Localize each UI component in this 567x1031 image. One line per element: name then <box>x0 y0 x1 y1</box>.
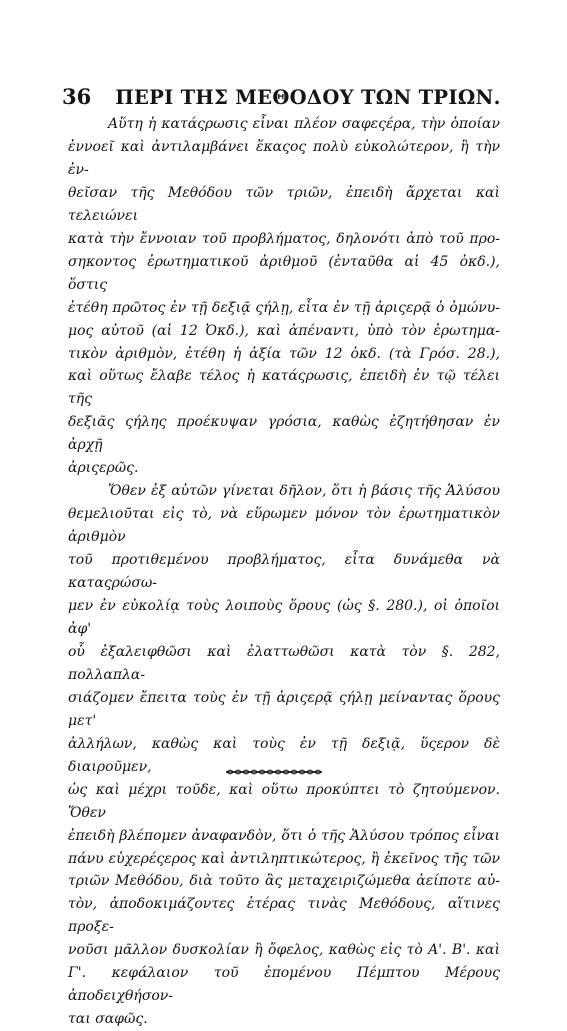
text-line: ἐπειδὴ βλέπομεν ἀναφανδὸν, ὅτι ὁ τῆς Ἁλύσου τρόπος εἶναι <box>68 827 500 844</box>
text-line: ἀριςερῶς. <box>68 460 139 477</box>
text-line: θεμελιοῦται εἰς τὸ, νὰ εὕρωμεν μόνον τὸν ἐρωτηματικὸν ἀριθμὸν <box>68 506 500 546</box>
text-line: θεῖσαν τῆς Μεθόδου τῶν τριῶν, ἐπειδὴ ἄρχεται καὶ τελειώνει <box>68 184 500 224</box>
text-line: τοῦ προτιθεμένου προβλήματος, εἶτα δυνάμεθα νὰ καταςρώσω- <box>68 552 500 592</box>
text-line: τριῶν Μεθόδου, διὰ τοῦτο ἂς μεταχειριζώμεθα ἀείποτε αὐ- <box>68 873 500 890</box>
page-number: 36 <box>62 84 92 109</box>
text-line: ὡς καὶ μέχρι τοῦδε, καὶ οὕτω προκύπτει τὸ ζητούμενον. Ὅθεν <box>68 781 500 821</box>
text-line: νοῦσι μᾶλλον δυσκολίαν ἢ ὄφελος, καθὼς εἰς τὸ Α'. Β'. καὶ <box>68 942 500 959</box>
text-line: πάνυ εὐχερέςερος καὶ ἀντιληπτικώτερος, ἢ ἐκεῖνος τῆς τῶν <box>68 850 500 867</box>
text-line: τὸν, ἀποδοκιμάζοντες ἑτέρας τινὰς Μεθόδους, αἵτινες προξε- <box>68 896 500 936</box>
text-line: οὗ ἐξαλειφθῶσι καὶ ἐλαττωθῶσι κατὰ τὸν §. 282, πολλαπλα- <box>68 643 500 683</box>
text-line: καὶ οὕτως ἔλαβε τέλος ἡ κατάςρωσις, ἐπειδὴ ἐν τῷ τέλει τῆς <box>68 368 500 408</box>
text-line: Γ'. κεφάλαιον τοῦ ἑπομένου Πέμπτου Μέρους ἀποδειχθήσον- <box>68 965 500 1005</box>
text-line: σηκοντος ἐρωτηματικοῦ ἀριθμοῦ (ἐνταῦθα αἱ 45 ὀκδ.), ὅστις <box>68 253 500 293</box>
text-line: μεν ἐν εὐκολίᾳ τοὺς λοιποὺς ὅρους (ὡς §. 280.), οἱ ὁποῖοι ἀφ' <box>68 598 500 637</box>
text-line: σιάζομεν ἔπειτα τοὺς ἐν τῇ ἀριςερᾷ ςήλῃ μείναντας ὅρους μετ' <box>68 689 500 729</box>
text-line: κατὰ τὴν ἔννοιαν τοῦ προβλήματος, δηλονότι ἀπὸ τοῦ προ- <box>68 230 500 247</box>
page-header <box>62 84 501 109</box>
text-line: δεξιᾶς ςήλης προέκυψαν γρόσια, καθὼς ἐζητήθησαν ἐν ἀρχῇ <box>68 414 500 454</box>
tailpiece-ornament <box>226 769 322 775</box>
text-line: Ὅθεν ἐξ αὐτῶν γίνεται δῆλον, ὅτι ἡ βάσις τῆς Ἁλύσου <box>108 483 500 500</box>
body-text <box>68 113 500 1031</box>
running-head: ΠΕΡΙ ΤΗΣ ΜΕΘΟΔΟΥ ΤΩΝ ΤΡΙΩΝ. <box>115 86 501 109</box>
text-line: Αὕτη ἡ κατάςρωσις εἶναι πλέον σαφεςέρα, τὴν ὁποίαν <box>108 116 500 132</box>
text-line: τικὸν ἀριθμὸν, ἐτέθη ἡ ἀξία τῶν 12 ὀκδ. (τὰ Γρόσ. 28.), <box>68 345 500 362</box>
text-line: μος αὐτοῦ (αἱ 12 Ὀκδ.), καὶ ἀπέναντι, ὑπὸ τὸν ἐρωτημα- <box>68 322 500 339</box>
text-line: ται σαφῶς. <box>68 1011 148 1028</box>
text-line: ἀλλήλων, καθὼς καὶ τοὺς ἐν τῇ δεξιᾷ, ὕςερον δὲ διαιροῦμεν, <box>68 735 500 775</box>
text-line: ἐννοεῖ καὶ ἀντιλαμβάνει ἕκαςος πολὺ εὐκολώτερον, ἢ τὴν ἐν- <box>68 138 500 178</box>
text-line: ἐτέθη πρῶτος ἐν τῇ δεξιᾷ ςήλῃ, εἶτα ἐν τῇ ἀριςερᾷ ὁ ὁμώνυ- <box>68 299 500 316</box>
